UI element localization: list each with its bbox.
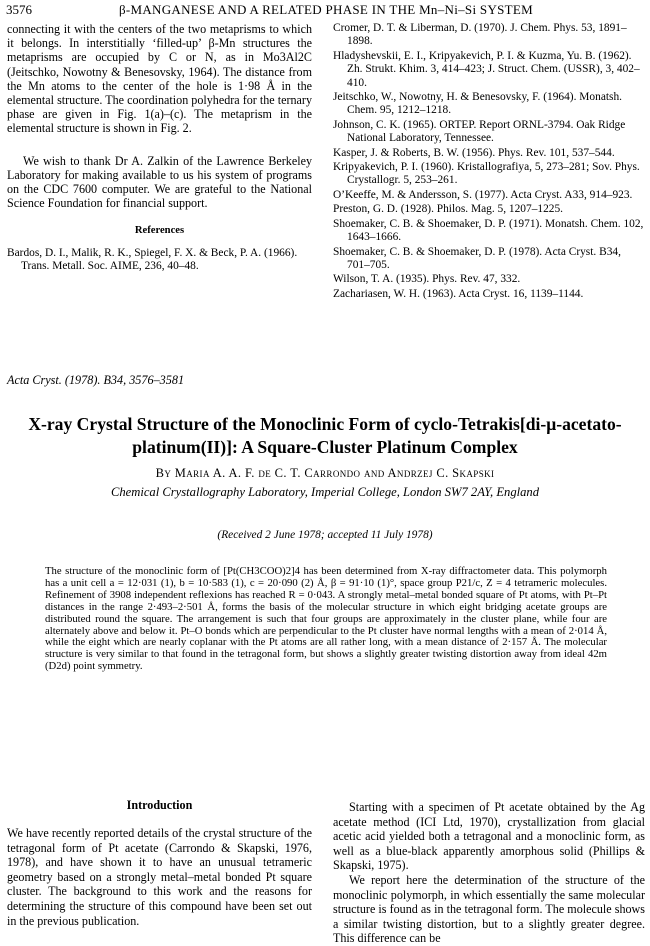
running-header xyxy=(6,2,646,20)
author-byline: By Maria A. A. F. de C. T. Carrondo and Andrzej C. Skapski xyxy=(155,466,495,480)
reference-item: Shoemaker, C. B. & Shoemaker, D. P. (1971). Monatsh. Chem. 102, 1643–1666. xyxy=(333,217,644,244)
reference-item: Preston, G. D. (1928). Philos. Mag. 5, 1207–1225. xyxy=(333,203,564,216)
received-dates: (Received 2 June 1978; accepted 11 July 1978) xyxy=(217,529,433,541)
body-paragraph: connecting it with the centers of the two metaprisms to which it belongs. In interstitially ‘filled-up’ β-Mn structures the metaprisms are occupied by C or N, as in Mo3Al2C (Jeitschko, Nowotny & Benesovsky, 1964). The distance from the Mn atoms to the center of the hole is 1·98 Å in the elemental structure. The coordination polyhedra for the ternary phase are given in Fig. 1(a)–(c). The metaprism in the elemental structure is shown in Fig. 2. xyxy=(7,22,312,136)
introduction-paragraph: We report here the determination of the structure of the monoclinic polymorph, in which essentially the same molecular structure is found as in the tetragonal form. The molecule shows a similar twisting distortion, but to a slightly greater degree. This difference can be xyxy=(333,872,645,946)
author-affiliation: Chemical Crystallography Laboratory, Imperial College, London SW7 2AY, England xyxy=(110,485,540,499)
introduction-paragraph: Starting with a specimen of Pt acetate obtained by the Ag acetate method (ICI Ltd, 1970), crystallization from glacial acetic acid yielded both a tetragonal and a monoclinic form, as well as a blue-black apparently amorphous solid (Phillips & Skapski, 1975). xyxy=(333,800,645,873)
running-title: β-MANGANESE AND A RELATED PHASE IN THE Mn–Ni–Si SYSTEM xyxy=(118,2,534,17)
reference-item: Hladyshevskii, E. I., Kripyakevich, P. I. & Kuzma, Yu. B. (1962). Zh. Strukt. Khim. 3, 414–423; J. Struct. Chem. (USSR), 3, 402–410. xyxy=(333,49,640,89)
reference-item: Zachariasen, W. H. (1963). Acta Cryst. 16, 1139–1144. xyxy=(333,287,584,300)
introduction-heading: Introduction xyxy=(126,798,193,812)
reference-item: Johnson, C. K. (1965). ORTEP. Report ORNL-3794. Oak Ridge National Laboratory, Tennessee. xyxy=(333,118,626,145)
reference-item: Bardos, D. I., Malik, R. K., Spiegel, F. X. & Beck, P. A. (1966). Trans. Metall. Soc. AIME, 236, 40–48. xyxy=(7,246,298,273)
introduction-paragraph: We have recently reported details of the crystal structure of the tetragonal form of Pt acetate (Carrondo & Skapski, 1976, 1978), and have shown it to have an unusual tetrameric geometry based on a strongly metal–metal bonded Pt square cluster. The background to this work and the reasons for determining the structure of this compound have been set out in the previous publication. xyxy=(7,826,312,928)
reference-item: Cromer, D. T. & Liberman, D. (1970). J. Chem. Phys. 53, 1891–1898. xyxy=(333,22,627,48)
introduction-left-column xyxy=(7,826,312,928)
reference-item: Shoemaker, C. B. & Shoemaker, D. P. (1978). Acta Cryst. B34, 701–705. xyxy=(333,245,621,271)
reference-item: Wilson, T. A. (1935). Phys. Rev. 47, 332. xyxy=(333,273,521,286)
reference-item: O’Keeffe, M. & Andersson, S. (1977). Acta Cryst. A33, 914–923. xyxy=(333,188,633,201)
introduction-right-column xyxy=(333,800,645,946)
reference-item: Kripyakevich, P. I. (1960). Kristallografiya, 5, 273–281; Sov. Phys. Crystallogr. 5, 253–261. xyxy=(333,161,640,187)
previous-article-right-column xyxy=(333,22,645,302)
previous-article-left-column xyxy=(7,22,312,274)
references-heading: References xyxy=(134,225,185,237)
reference-item: Jeitschko, W., Nowotny, H. & Benesovsky, F. (1964). Monatsh. Chem. 95, 1212–1218. xyxy=(333,91,623,117)
journal-citation: Acta Cryst. (1978). B34, 3576–3581 xyxy=(7,373,185,387)
abstract: The structure of the monoclinic form of [Pt(CH3COO)2]4 has been determined from X-ray diffractometer data. This polymorph has a unit cell a = 12·031 (1), b = 10·583 (1), c = 20·090 (2) Å, β = 91·10 (1)°, space group P21/c, Z = 4 tetrameric molecules. Refinement of 3908 independent reflexions has reached R = 0·043. A strongly metal–metal bonded square of Pt atoms, with Pt–Pt distances in the range 2·493–2·501 Å, forms the basis of the molecular structure in which eight bridging acetate groups are distributed round the square. The arrangement is such that four groups are approximately in the cluster plane, while four are alternately above and below it. Pt–O bonds which are perpendicular to the Pt cluster have normal lengths with a mean of 2·014 Å, while the eight which are nearly coplanar with the Pt atoms are all rather long, with a mean distance of 2·157 Å. The molecular structure is very similar to that found in the tetragonal form, but shows a slightly greater twisting distortion away from ideal 42m (D2d) point symmetry. xyxy=(45,565,607,673)
article-title: X-ray Crystal Structure of the Monoclinic Form of cyclo-Tetrakis[di-μ-acetato-platinum(II)]: A Square-Cluster Platinum Complex xyxy=(28,414,622,457)
page-number: 3576 xyxy=(6,2,32,17)
acknowledgement-paragraph: We wish to thank Dr A. Zalkin of the Lawrence Berkeley Laboratory for making available to us his system of programs on the CDC 7600 computer. We are grateful to the National Science Foundation for financial support. xyxy=(7,153,312,211)
reference-item: Kasper, J. & Roberts, B. W. (1956). Phys. Rev. 101, 537–544. xyxy=(333,146,615,159)
